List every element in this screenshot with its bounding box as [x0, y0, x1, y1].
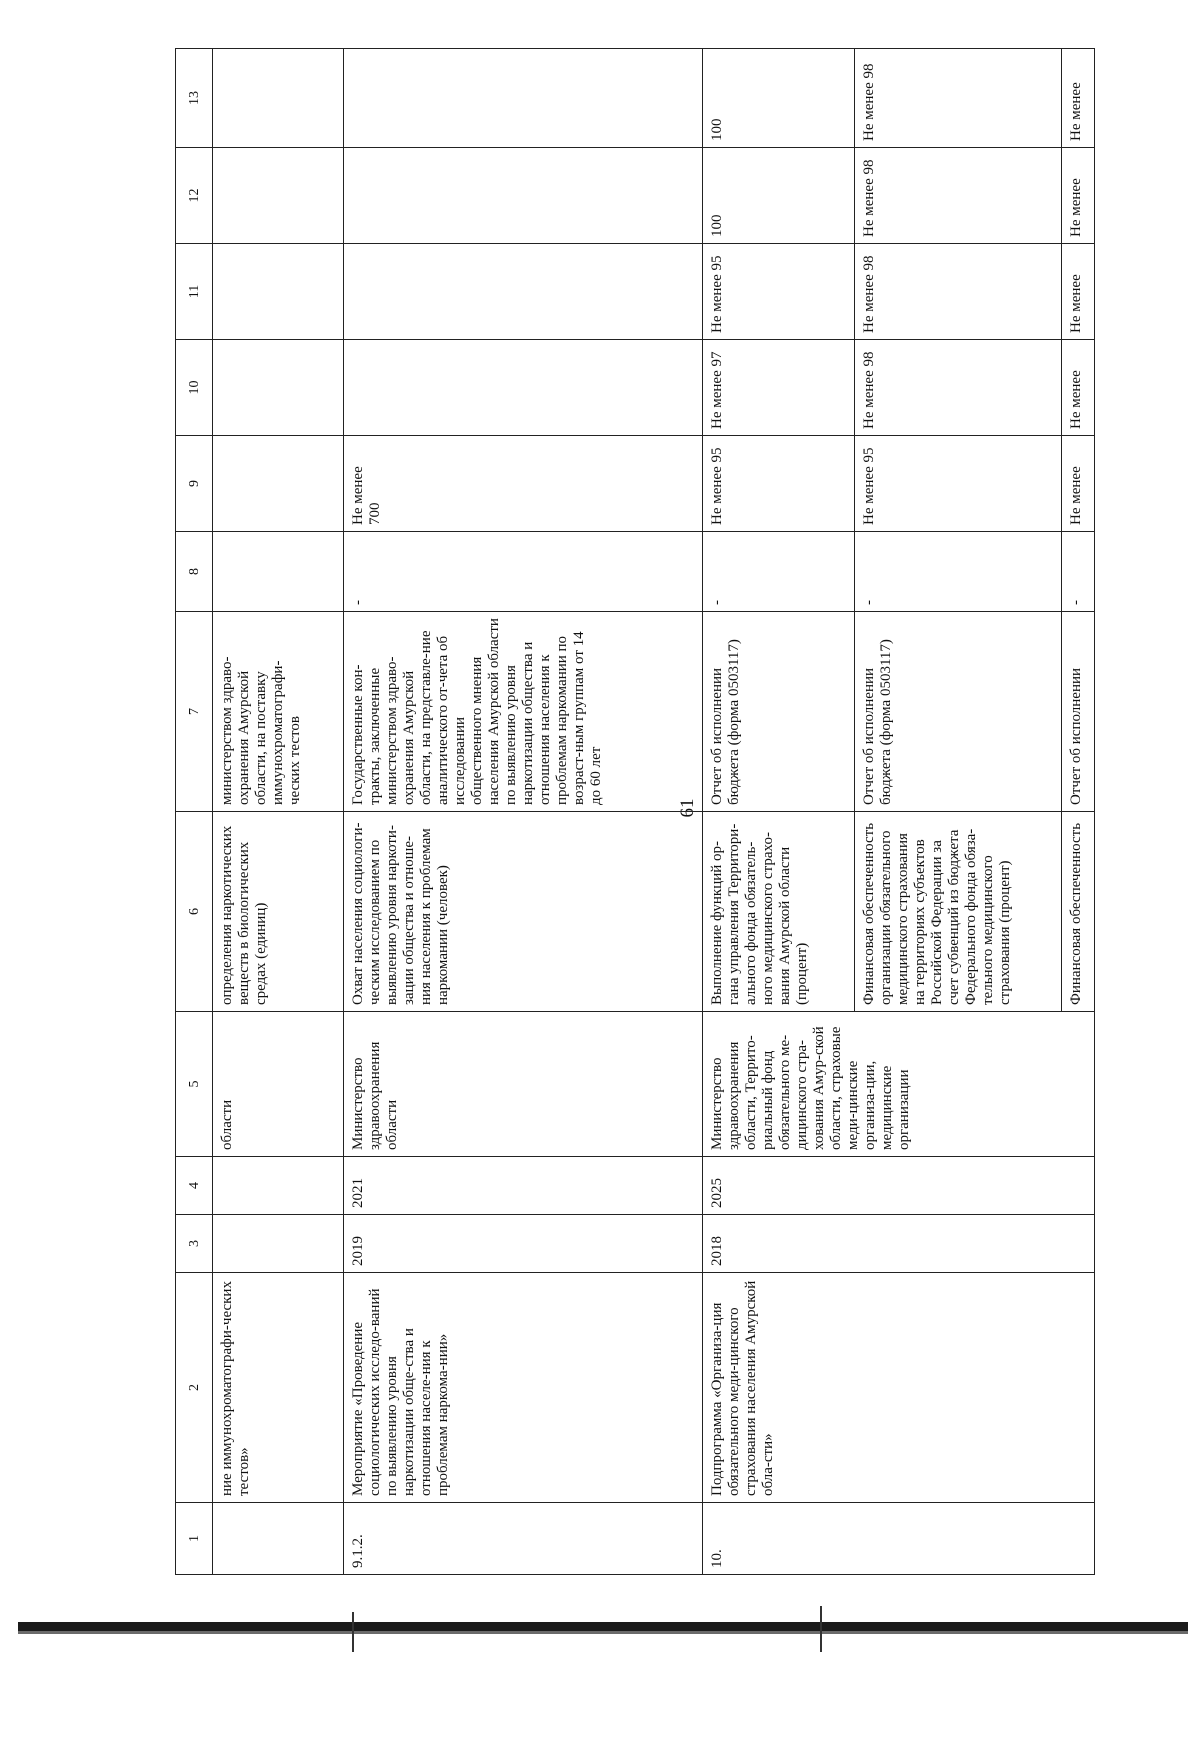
cell-name: Мероприятие «Проведение социологических исследо-ваний по выявлению уровня наркотизации обще-ства и отношения населе-ния к проблемам наркома-нии»	[343, 1273, 702, 1503]
page-number: 61	[677, 798, 698, 818]
cell-name: Подпрограмма «Организа-ция обязательного меди-цинского страхования населения Амурской обла-сти»	[702, 1273, 1094, 1503]
cell-value-9	[213, 436, 344, 532]
cell-value-8: -	[1062, 532, 1095, 612]
cell-number	[213, 1503, 344, 1575]
cell-end-year: 2021	[343, 1157, 702, 1215]
cell-number: 9.1.2.	[343, 1503, 702, 1575]
cell-value-11	[213, 244, 344, 340]
cell-value-12	[343, 148, 702, 244]
header-row	[176, 49, 213, 1575]
col-header-7: 7	[176, 612, 213, 812]
col-header-13: 13	[176, 49, 213, 148]
cell-source: министерством здраво-охранения Амурской области, на поставку иммунохроматографи-ческих тестов	[213, 612, 344, 812]
cell-value-9: Не менее 95	[702, 436, 854, 532]
cell-value-12: Не менее 98	[855, 148, 1062, 244]
cell-value-11: Не менее	[1062, 244, 1095, 340]
cell-end-year: 2025	[702, 1157, 1094, 1215]
cell-value-8: -	[702, 532, 854, 612]
cell-indicator: Охват населения социологи-ческим исследованием по выявлению уровня наркоти-зации общества и отноше-ния населения к проблемам наркомании (человек)	[343, 812, 702, 1012]
col-header-10: 10	[176, 340, 213, 436]
cell-responsible: Министерство здравоохранения области, Террито-риальный фонд обязательного ме-дицинского стра-хования Амур-ской области, страховые меди-цинские организа-ции, медицинские организации	[702, 1012, 1094, 1157]
cell-source: Отчет об исполнении бюджета (форма 0503117)	[702, 612, 854, 812]
col-header-2: 2	[176, 1273, 213, 1503]
cell-value-13: Не менее 98	[855, 49, 1062, 148]
scan-edge-shadow	[18, 1631, 1188, 1634]
cell-start-year	[213, 1215, 344, 1273]
cell-value-9: Не менее 95	[855, 436, 1062, 532]
table-row	[213, 49, 344, 1575]
cell-source: Государственные кон-тракты, заключенные министерством здраво-охранения Амурской области, на представле-ние аналитического от-чета об исследовании общественного мнения населения Амурской области по выявлению уровня наркотизации общества и отношения населения к проблемам наркомании по возраст-ным группам от 14 до 60 лет	[343, 612, 702, 812]
cell-value-12: Не менее	[1062, 148, 1095, 244]
cell-responsible: Министерство здравоохранения области	[343, 1012, 702, 1157]
cell-source: Отчет об исполнении бюджета (форма 0503117)	[855, 612, 1062, 812]
cell-value-12	[213, 148, 344, 244]
col-header-4: 4	[176, 1157, 213, 1215]
cell-number: 10.	[702, 1503, 1094, 1575]
col-header-11: 11	[176, 244, 213, 340]
cell-indicator: Финансовая обеспеченность организации обязательного медицинского страхования на территориях субъектов Российской Федерации за счет субвенций из бюджета Федерального фонда обяза-тельного медицинского страхования (процент)	[855, 812, 1062, 1012]
cell-value-13	[343, 49, 702, 148]
cell-value-8: -	[855, 532, 1062, 612]
cell-value-8: -	[343, 532, 702, 612]
cell-value-9: Не менее	[1062, 436, 1095, 532]
cell-value-12: 100	[702, 148, 854, 244]
cell-indicator: Выполнение функций ор-гана управления Территори-ального фонда обязатель-ного медицинского страхо-вания Амурской области (процент)	[702, 812, 854, 1012]
table-row	[343, 49, 702, 1575]
table-row	[702, 49, 854, 1575]
cell-indicator: определения наркотических веществ в биологических средах (единиц)	[213, 812, 344, 1012]
cell-end-year	[213, 1157, 344, 1215]
col-header-8: 8	[176, 532, 213, 612]
cell-value-8	[213, 532, 344, 612]
cell-indicator: Финансовая обеспеченность	[1062, 812, 1095, 1012]
scan-mark	[820, 1606, 822, 1652]
cell-name: ние иммунохроматографи-ческих тестов»	[213, 1273, 344, 1503]
cell-value-11: Не менее 95	[702, 244, 854, 340]
scan-mark	[352, 1612, 354, 1652]
col-header-6: 6	[176, 812, 213, 1012]
col-header-1: 1	[176, 1503, 213, 1575]
col-header-12: 12	[176, 148, 213, 244]
cell-value-10: Не менее 97	[702, 340, 854, 436]
cell-value-13	[213, 49, 344, 148]
rotated-table-container	[175, 49, 1095, 1575]
program-indicators-table	[175, 48, 1095, 1575]
cell-value-11	[343, 244, 702, 340]
cell-value-10	[213, 340, 344, 436]
cell-value-10: Не менее 98	[855, 340, 1062, 436]
cell-value-11: Не менее 98	[855, 244, 1062, 340]
cell-value-13: 100	[702, 49, 854, 148]
cell-responsible: области	[213, 1012, 344, 1157]
scan-edge-line	[18, 1622, 1188, 1631]
cell-value-10: Не менее	[1062, 340, 1095, 436]
cell-start-year: 2019	[343, 1215, 702, 1273]
cell-start-year: 2018	[702, 1215, 1094, 1273]
col-header-9: 9	[176, 436, 213, 532]
cell-value-9: Не менее 700	[343, 436, 702, 532]
col-header-5: 5	[176, 1012, 213, 1157]
cell-source: Отчет об исполнении	[1062, 612, 1095, 812]
cell-value-10	[343, 340, 702, 436]
col-header-3: 3	[176, 1215, 213, 1273]
cell-value-13: Не менее	[1062, 49, 1095, 148]
